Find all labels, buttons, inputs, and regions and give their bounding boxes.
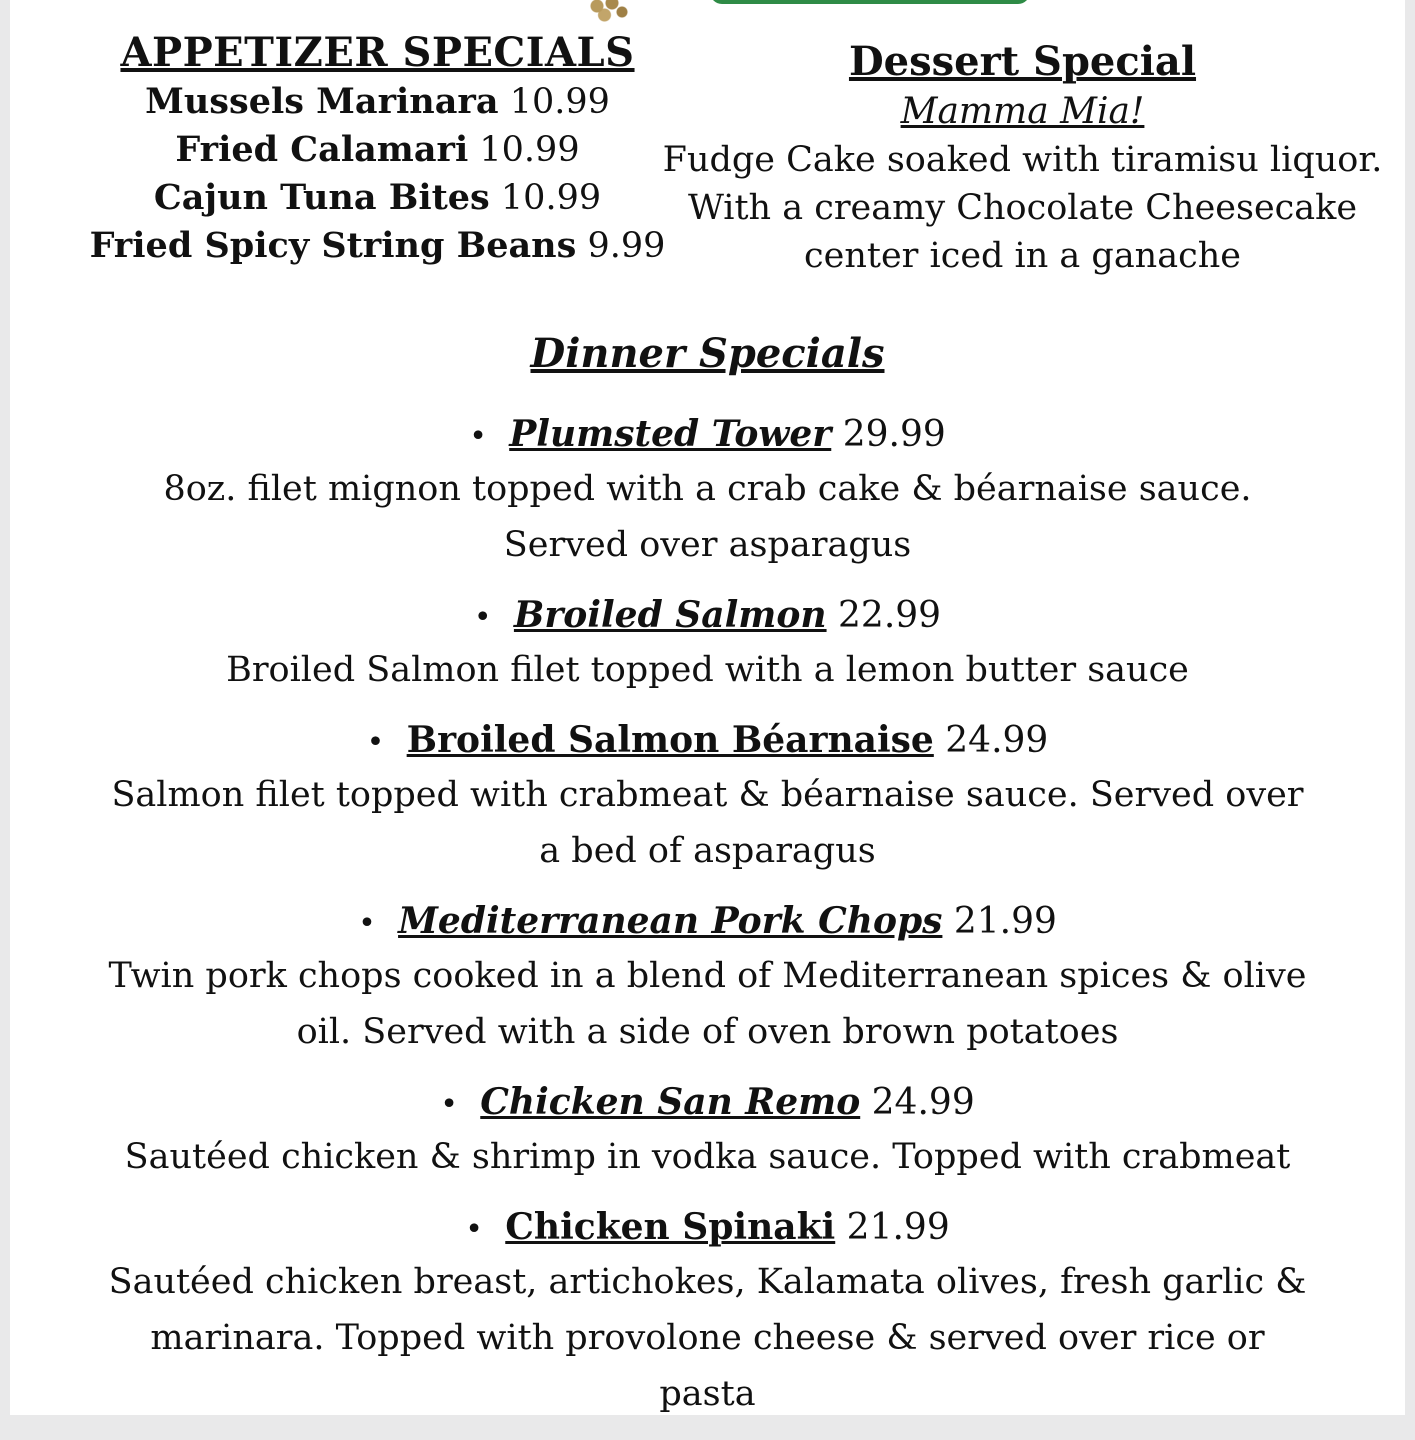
dinner-item xyxy=(0,716,1415,879)
dinner-item-description: Salmon filet topped with crabmeat & béarnaise sauce. Served over a bed of asparagus xyxy=(111,775,1304,871)
dinner-item-description: 8oz. filet mignon topped with a crab cake & béarnaise sauce. Served over asparagus xyxy=(163,469,1252,565)
appetizer-name: Cajun Tuna Bites xyxy=(153,177,490,218)
dinner-item-description: Broiled Salmon filet topped with a lemon butter sauce xyxy=(226,650,1189,690)
dinner-item-heading xyxy=(0,1203,1415,1254)
logo-graphic xyxy=(582,0,632,24)
dessert-line: Fudge Cake soaked with tiramisu liquor. xyxy=(662,140,1383,180)
bullet-icon: • xyxy=(469,419,487,454)
appetizer-price: 10.99 xyxy=(500,178,602,218)
dinner-item-heading xyxy=(0,897,1415,948)
dinner-item-description: Sautéed chicken & shrimp in vodka sauce. Topped with crabmeat xyxy=(124,1137,1291,1177)
dinner-item-description: Sautéed chicken breast, artichokes, Kalamata olives, fresh garlic & marinara. Topped with provolone cheese & served over rice or pasta xyxy=(108,1262,1307,1414)
dinner-item xyxy=(0,897,1415,1060)
appetizer-price: 9.99 xyxy=(587,226,666,266)
appetizer-name: Fried Spicy String Beans xyxy=(89,225,577,266)
bullet-icon: • xyxy=(473,600,492,635)
appetizer-price: 10.99 xyxy=(509,82,610,122)
dessert-name: Mamma Mia! xyxy=(900,91,1145,132)
dinner-item-price: 24.99 xyxy=(871,1082,975,1123)
appetizer-item xyxy=(10,174,745,222)
appetizer-item xyxy=(10,126,745,174)
dinner-item xyxy=(0,1078,1415,1185)
dinner-item-name: Chicken Spinaki xyxy=(505,1206,836,1248)
dinner-item-name: Mediterranean Pork Chops xyxy=(398,900,943,942)
appetizer-title: APPETIZER SPECIALS xyxy=(120,29,635,76)
appetizer-price: 10.99 xyxy=(479,130,580,170)
dinner-item-heading xyxy=(0,716,1415,767)
dinner-item-heading xyxy=(0,591,1415,642)
dinner-item-name: Plumsted Tower xyxy=(509,413,832,455)
dinner-item-name: Broiled Salmon xyxy=(513,594,827,636)
dinner-item-name: Broiled Salmon Béarnaise xyxy=(406,719,934,761)
dinner-title: Dinner Specials xyxy=(530,330,885,377)
dinner-item-price: 21.99 xyxy=(953,901,1057,942)
dinner-item-price: 22.99 xyxy=(838,595,942,636)
appetizer-name: Mussels Marinara xyxy=(145,81,499,122)
dinner-item-heading xyxy=(0,410,1415,461)
dinner-item-price: 24.99 xyxy=(945,720,1049,761)
appetizer-name: Fried Calamari xyxy=(175,129,469,170)
appetizer-section xyxy=(10,28,745,270)
dinner-item-name: Chicken San Remo xyxy=(480,1081,861,1123)
bullet-icon: • xyxy=(465,1212,483,1247)
dinner-item xyxy=(0,591,1415,698)
dinner-item-price: 29.99 xyxy=(842,414,946,455)
bullet-icon: • xyxy=(358,906,376,941)
dinner-item-description: Twin pork chops cooked in a blend of Mediterranean spices & olive oil. Served with a side of oven brown potatoes xyxy=(108,956,1307,1052)
dinner-item-heading xyxy=(0,1078,1415,1129)
dessert-line: center iced in a ganache xyxy=(804,236,1241,276)
bullet-icon: • xyxy=(366,725,385,760)
dessert-section xyxy=(645,36,1400,280)
appetizer-item xyxy=(10,222,745,270)
dinner-item xyxy=(0,1203,1415,1422)
logo-banner xyxy=(710,0,1030,4)
dinner-item-price: 21.99 xyxy=(846,1207,950,1248)
appetizer-item xyxy=(10,78,745,126)
dessert-line: With a creamy Chocolate Cheesecake xyxy=(687,188,1358,228)
dinner-item xyxy=(0,410,1415,573)
dinner-section xyxy=(0,326,1415,1440)
bullet-icon: • xyxy=(440,1087,458,1122)
dessert-title: Dessert Special xyxy=(848,38,1197,85)
